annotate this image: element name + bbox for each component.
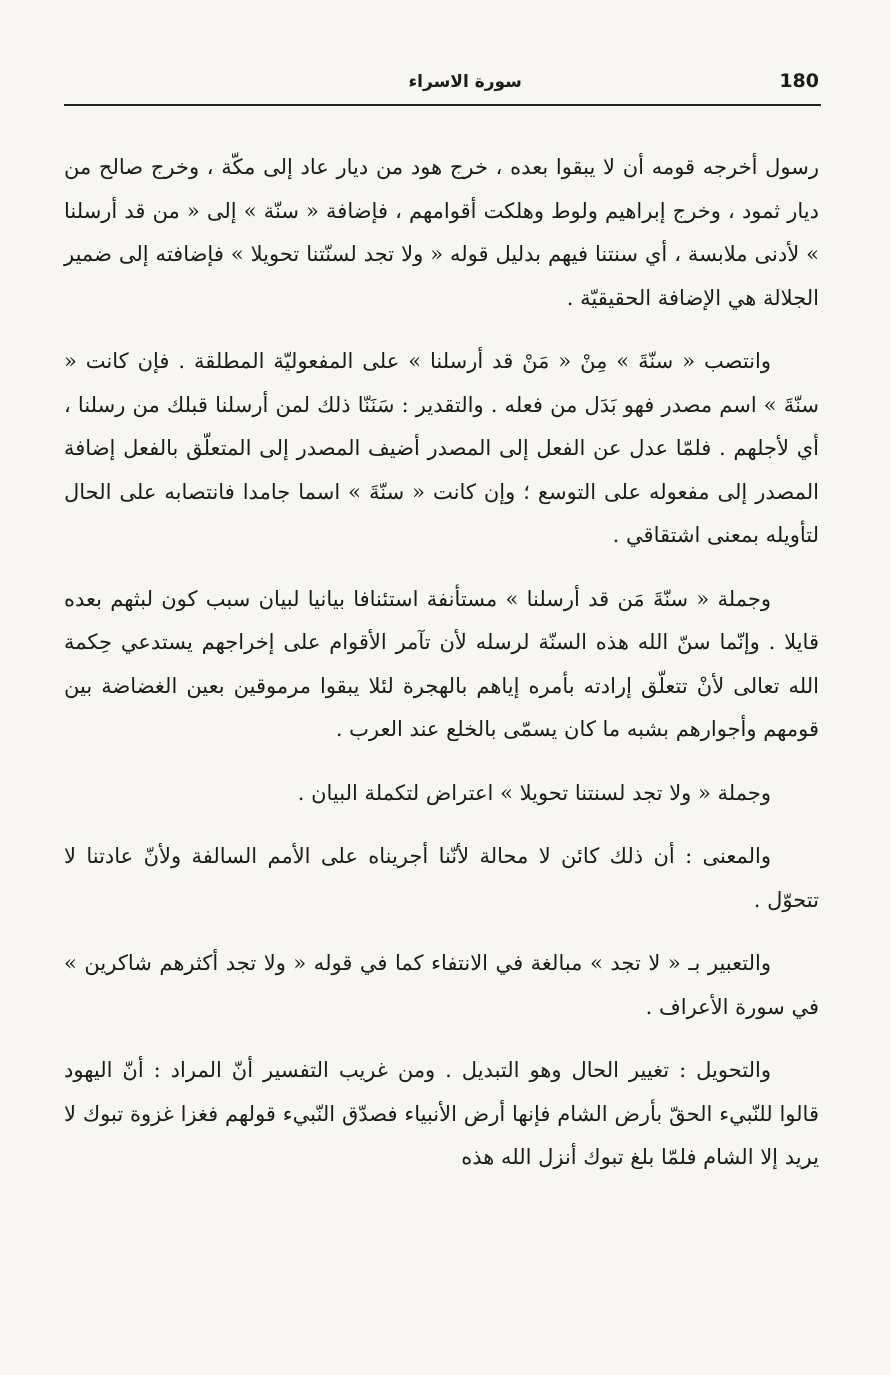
paragraph: وجملة « سنّةَ مَن قد أرسلنا » مستأنفة استئنافا بيانيا لبيان سبب كون لبثهم بعده قايلا . وإنّما سنّ الله هذه السنّة لرسله لأن تآمر الأقوام على إخراجهم يستدعي حِكمة الله تعالى لأنْ تتعلّق إرادته بأمره إياهم بالهجرة لئلا يبقوا مرموقين بعين الغضاضة بين قومهم وأجوارهم بشبه ما كان يسمّى بالخلع عند العرب .: [64, 586, 819, 741]
page-body: [64, 146, 819, 1180]
paragraph: والتعبير بـ « لا تجد » مبالغة في الانتفاء كما في قوله « ولا تجد أكثرهم شاكرين » في سورة الأعراف .: [64, 951, 819, 1019]
running-title: سورة الاسراء: [408, 72, 522, 92]
paragraph: وانتصب « سنّةَ » مِنْ « مَنْ قد أرسلنا » على المفعوليّة المطلقة . فإن كانت « سنّةَ » اسم مصدر فهو بَدَل من فعله . والتقدير : سَنَنّا ذلك لمن أرسلنا قبلك من رسلنا ، أي لأجلهم . فلمّا عدل عن الفعل إلى المصدر أضيف المصدر إلى المتعلّق بالفعل إضافة المصدر إلى مفعوله على التوسع ؛ وإن كانت « سنّةَ » اسما جامدا فانتصابه على الحال لتأويله بمعنى اشتقاقي .: [64, 349, 819, 547]
page-header: [64, 68, 821, 106]
paragraph: وجملة « ولا تجد لسنتنا تحويلا » اعتراض لتكملة البيان .: [297, 780, 771, 805]
paragraph: والمعنى : أن ذلك كائن لا محالة لأنّنا أجريناه على الأمم السالفة ولأنّ عادتنا لا تتحوّل .: [64, 844, 819, 912]
paragraph: رسول أخرجه قومه أن لا يبقوا بعده ، خرج هود من ديار عاد إلى مكّة ، وخرج صالح من ديار ثمود ، وخرج إبراهيم ولوط وهلكت أقوامهم ، فإضافة « سنّة » إلى « من قد أرسلنا » لأدنى ملابسة ، أي سنتنا فيهم بدليل قوله « ولا تجد لسنّتنا تحويلا » فإضافته إلى ضمير الجلالة هي الإضافة الحقيقيّة .: [64, 155, 819, 310]
page-number: 180: [779, 70, 819, 92]
paragraph: والتحويل : تغيير الحال وهو التبديل . ومن غريب التفسير أنّ المراد : أنّ اليهود قالوا للنّبيء الحقّ بأرض الشام فإنها أرض الأنبياء فصدّق النّبيء قولهم فغزا غزوة تبوك لا يريد إلا الشام فلمّا بلغ تبوك أنزل الله هذه: [64, 1058, 819, 1169]
